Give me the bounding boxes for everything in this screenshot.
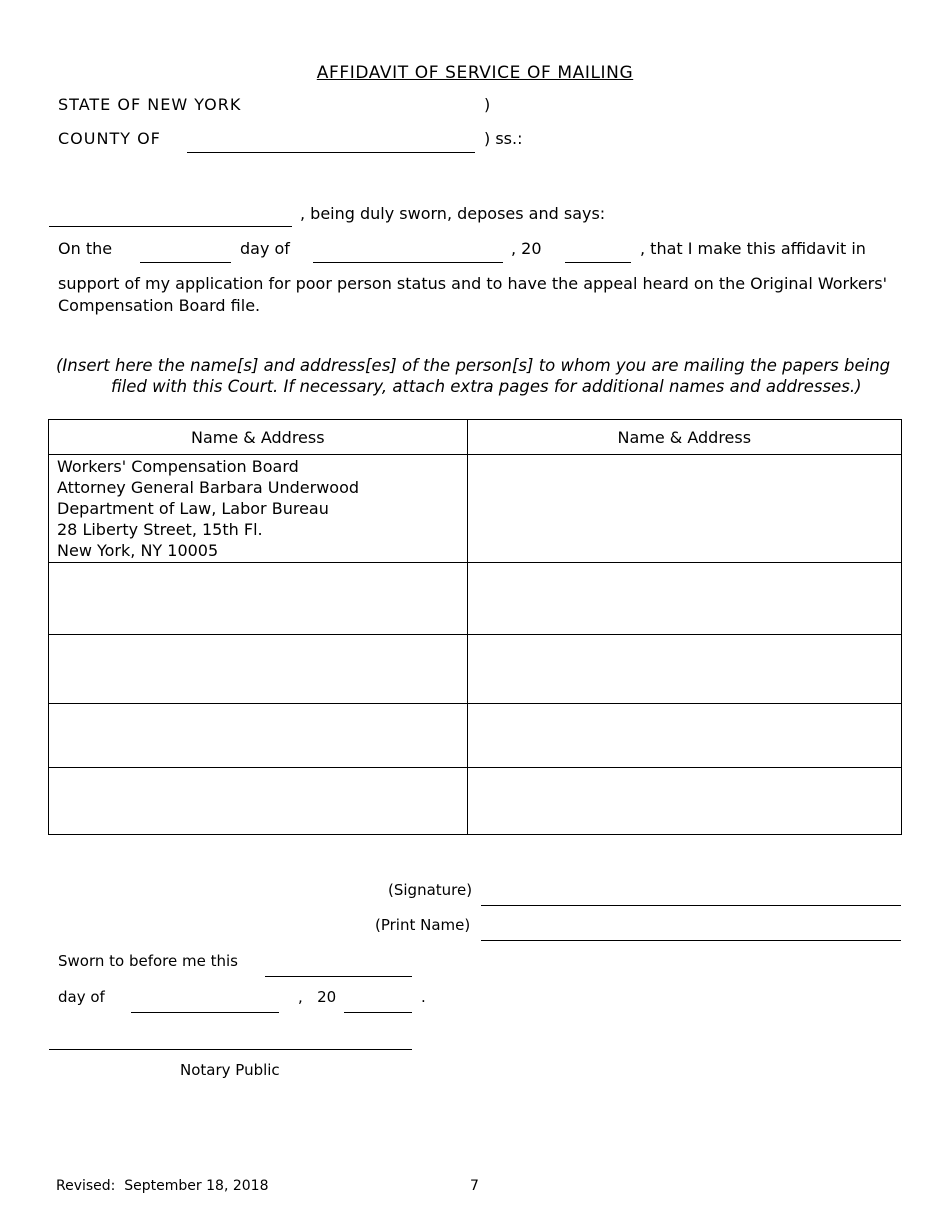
year-field[interactable] <box>565 262 631 263</box>
year-prefix: , 20 <box>511 239 542 258</box>
print-name-label: (Print Name) <box>375 916 471 934</box>
notary-public-label: Notary Public <box>180 1061 280 1079</box>
state-label: STATE OF NEW YORK <box>58 95 242 114</box>
address-line: Attorney General Barbara Underwood <box>57 478 360 497</box>
address-cell-empty[interactable] <box>467 704 901 768</box>
signature-label: (Signature) <box>388 881 473 899</box>
address-line: Workers' Compensation Board <box>57 457 299 476</box>
month-field[interactable] <box>313 262 503 263</box>
address-table <box>48 419 902 835</box>
address-cell-empty[interactable] <box>49 768 468 835</box>
venue-paren: ) <box>484 95 491 114</box>
table-row <box>49 704 902 768</box>
notary-period: . <box>421 988 426 1006</box>
column-header: Name & Address <box>467 420 901 455</box>
address-line: Department of Law, Labor Bureau <box>57 499 329 518</box>
address-cell-empty[interactable] <box>49 704 468 768</box>
address-cell-empty[interactable] <box>467 635 901 704</box>
print-name-field[interactable] <box>481 940 901 941</box>
address-cell <box>49 455 468 563</box>
address-cell-empty[interactable] <box>467 455 901 563</box>
address-cell-empty[interactable] <box>467 563 901 635</box>
address-cell-empty[interactable] <box>49 635 468 704</box>
sworn-label: Sworn to before me this <box>58 952 238 970</box>
county-field[interactable] <box>187 152 475 153</box>
table-row <box>49 455 902 563</box>
day-of-label: day of <box>240 239 290 258</box>
deponent-name-field[interactable] <box>49 226 292 227</box>
instructions-line-1: (Insert here the name[s] and address[es] of the person[s] to whom you are mailing the papers being <box>56 356 891 375</box>
deponent-text: , being duly sworn, deposes and says: <box>300 204 606 223</box>
sworn-day-field[interactable] <box>265 976 412 977</box>
notary-year-prefix: , 20 <box>298 988 337 1006</box>
address-cell-empty[interactable] <box>49 563 468 635</box>
table-row <box>49 635 902 704</box>
notary-year-field[interactable] <box>344 1012 412 1013</box>
column-header: Name & Address <box>49 420 468 455</box>
day-field[interactable] <box>140 262 231 263</box>
document-title: AFFIDAVIT OF SERVICE OF MAILING <box>316 63 634 83</box>
address-line: New York, NY 10005 <box>57 541 219 560</box>
instructions-line-2: filed with this Court. If necessary, attach extra pages for additional names and addresses.) <box>111 377 862 396</box>
affidavit-suffix: , that I make this affidavit in <box>640 239 866 258</box>
statement-text: support of my application for poor person status and to have the appeal heard on the Original Workers' Compensation Board file. <box>58 274 887 315</box>
signature-field[interactable] <box>481 905 901 906</box>
page-number: 7 <box>470 1178 479 1194</box>
address-cell-empty[interactable] <box>467 768 901 835</box>
notary-month-field[interactable] <box>131 1012 279 1013</box>
notary-signature-field[interactable] <box>49 1049 412 1050</box>
ss-label: ) ss.: <box>484 129 523 148</box>
table-row <box>49 768 902 835</box>
table-row <box>49 563 902 635</box>
notary-day-of-label: day of <box>58 988 105 1006</box>
revised-date: Revised: September 18, 2018 <box>56 1178 269 1194</box>
on-the-label: On the <box>58 239 113 258</box>
county-label: COUNTY OF <box>58 129 161 148</box>
address-line: 28 Liberty Street, 15th Fl. <box>57 520 263 539</box>
